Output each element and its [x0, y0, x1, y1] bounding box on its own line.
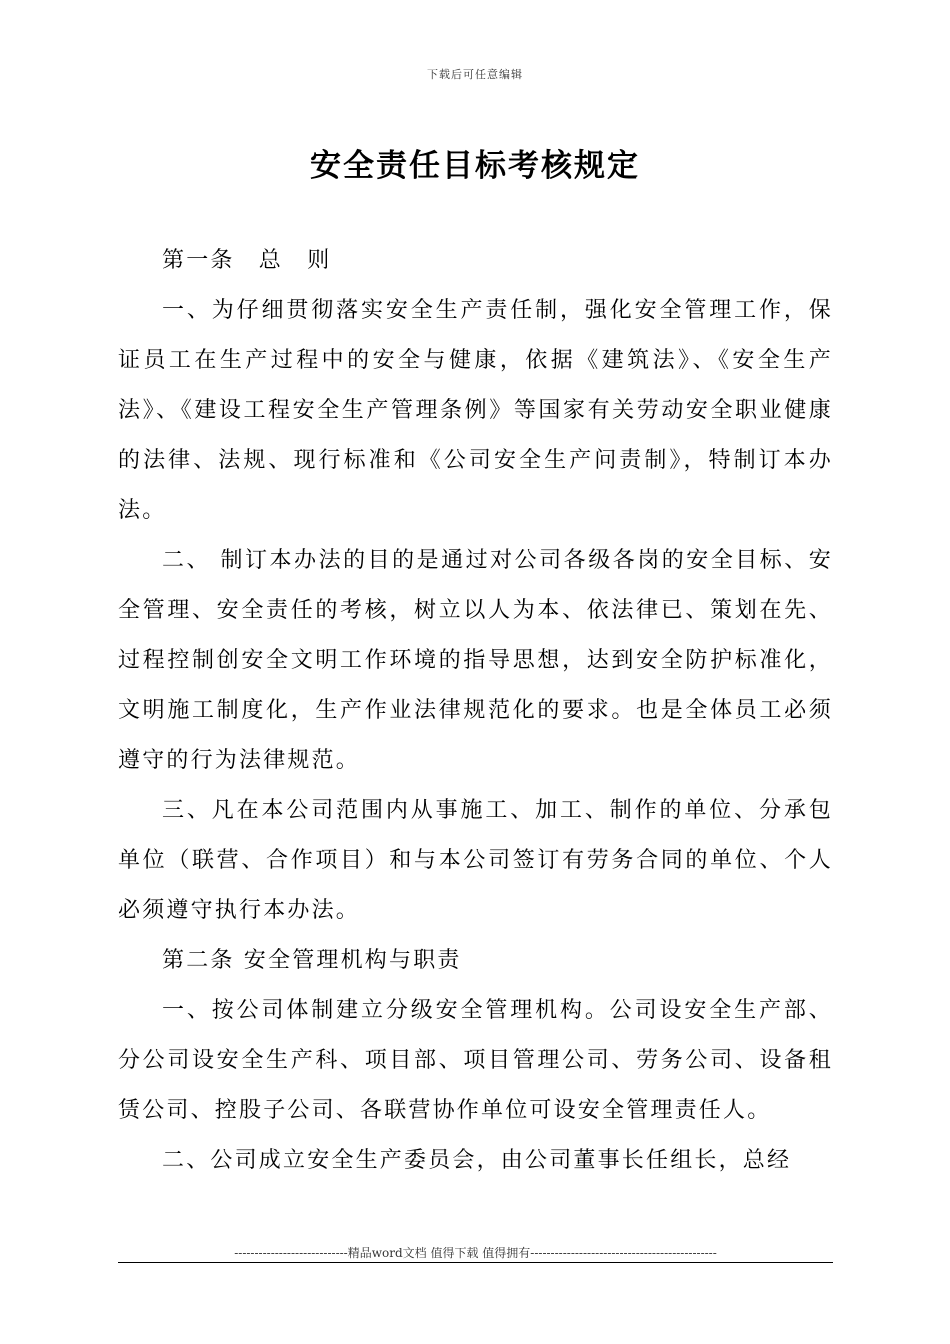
document-body — [118, 236, 833, 1186]
paragraph-safety-committee: 二、公司成立安全生产委员会，由公司董事长任组长，总经 — [162, 1148, 792, 1173]
paragraph-scope: 三、凡在本公司范围内从事施工、加工、制作的单位、分承包单位（联营、合作项目）和与本公司签订有劳务合同的单位、个人必须遵守执行本办法。 — [118, 798, 833, 923]
footer-divider — [118, 1262, 833, 1263]
footer-note: ----------------------------精品word文档 值得下载 值得拥有---------------------------------------------- — [234, 1246, 717, 1260]
paragraph-objective: 二、 制订本办法的目的是通过对公司各级各岗的安全目标、安全管理、安全责任的考核，树立以人为本、依法律已、策划在先、过程控制创安全文明工作环境的指导思想，达到安全防护标准化，文明施工制度化，生产作业法律规范化的要求。也是全体员工必须遵守的行为法律规范。 — [118, 548, 833, 773]
paragraph-management-structure: 一、按公司体制建立分级安全管理机构。公司设安全生产部、分公司设安全生产科、项目部、项目管理公司、劳务公司、设备租赁公司、控股子公司、各联营协作单位可设安全管理责任人。 — [118, 998, 833, 1123]
paragraph-purpose-basis: 一、为仔细贯彻落实安全生产责任制，强化安全管理工作，保证员工在生产过程中的安全与健康，依据《建筑法》、《安全生产法》、《建设工程安全生产管理条例》等国家有关劳动安全职业健康的法律、法规、现行标准和《公司安全生产问责制》，特制订本办法。 — [118, 298, 833, 523]
header-note: 下载后可任意编辑 — [427, 68, 523, 81]
document-title: 安全责任目标考核规定 — [310, 148, 640, 184]
section-heading-general: 第一条 总 则 — [162, 248, 332, 273]
section-heading-organization: 第二条 安全管理机构与职责 — [162, 948, 462, 973]
